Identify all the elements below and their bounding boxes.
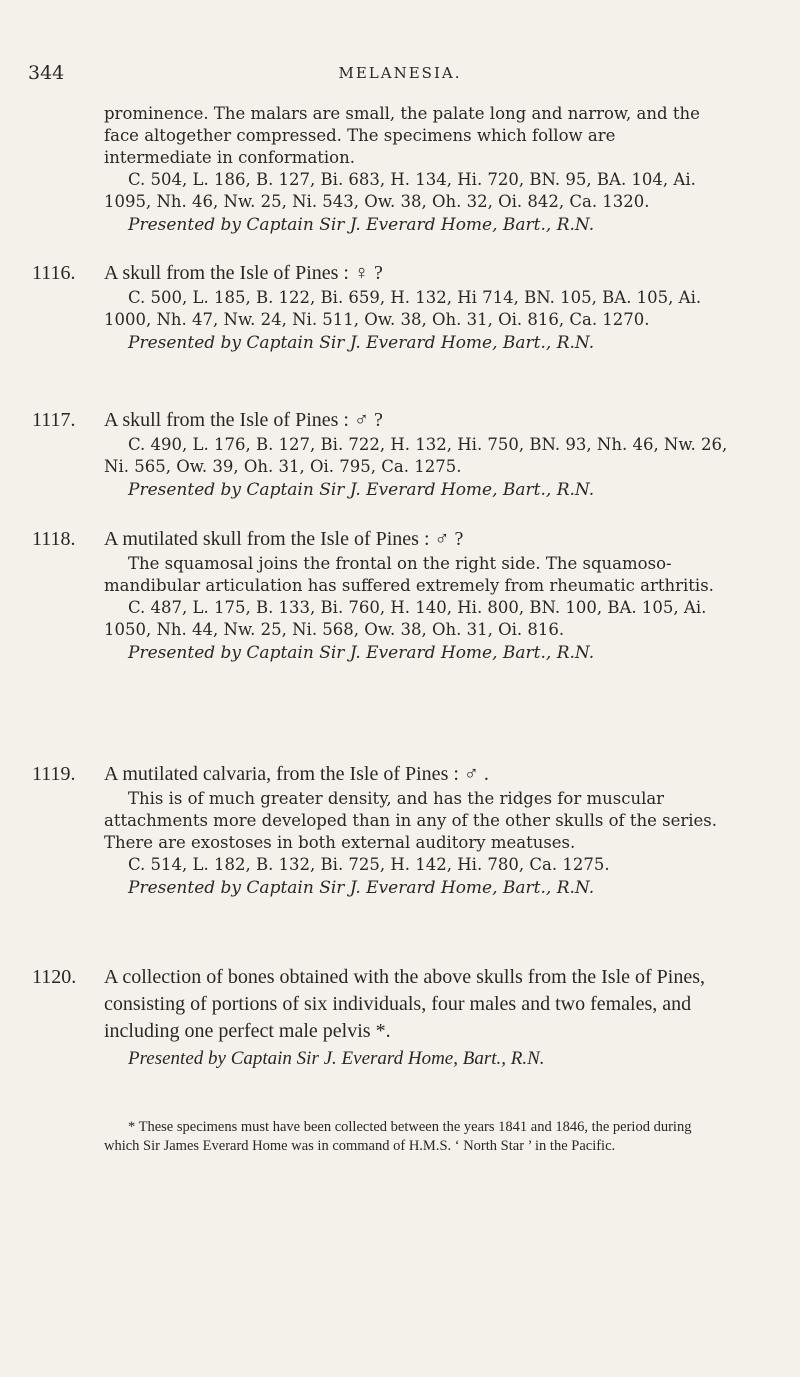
entry-presented: Presented by Captain Sir J. Everard Home, Bart., R.N. <box>128 878 595 898</box>
intro-block <box>104 103 728 237</box>
entry-measurements: C. 487, L. 175, B. 133, Bi. 760, H. 140, Hi. 800, BN. 100, BA. 105, Ai. 1050, Nh. 44, Nw. 25, Ni. 568, Ow. 38, Oh. 31, Oi. 816. <box>104 598 707 639</box>
entry-measurements: C. 500, L. 185, B. 122, Bi. 659, H. 132, Hi 714, BN. 105, BA. 105, Ai. 1000, Nh. 47, Nw. 24, Ni. 511, Ow. 38, Oh. 31, Oi. 816, Ca. 1270. <box>104 288 702 329</box>
entry-description: The squamosal joins the frontal on the right side. The squamoso-mandibular articulation has suffered extremely from rheumatic arthritis. <box>104 554 714 595</box>
entry-presented: Presented by Captain Sir J. Everard Home, Bart., R.N. <box>128 643 595 663</box>
entry-1120 <box>32 964 728 1072</box>
intro-presented: Presented by Captain Sir J. Everard Home, Bart., R.N. <box>128 215 595 235</box>
entry-title: A skull from the Isle of Pines : ♀ ? <box>104 262 383 284</box>
entry-1116 <box>32 260 728 355</box>
entry-title: A mutilated skull from the Isle of Pines : ♂ ? <box>104 528 464 550</box>
intro-measurements: C. 504, L. 186, B. 127, Bi. 683, H. 134, Hi. 720, BN. 95, BA. 104, Ai. 1095, Nh. 46, Nw. 25, Ni. 543, Ow. 38, Oh. 32, Oi. 842, Ca. 1320. <box>104 170 696 211</box>
entry-title: A skull from the Isle of Pines : ♂ ? <box>104 409 383 431</box>
entry-1119 <box>32 761 728 900</box>
running-title: MELANESIA. <box>338 64 462 82</box>
entry-presented: Presented by Captain Sir J. Everard Home, Bart., R.N. <box>128 480 595 500</box>
entry-title: A collection of bones obtained with the above skulls from the Isle of Pines, consisting of portions of six individuals, four males and two females, and including one perfect male pelvis *. <box>104 966 705 1042</box>
entry-presented: Presented by Captain Sir J. Everard Home, Bart., R.N. <box>128 333 595 353</box>
entry-1118 <box>32 526 728 665</box>
entry-title: A mutilated calvaria, from the Isle of Pines : ♂ . <box>104 763 489 785</box>
entry-1117 <box>32 407 728 502</box>
page-number: 344 <box>28 62 65 84</box>
entry-number: 1118. <box>32 528 76 550</box>
entry-description: This is of much greater density, and has the ridges for muscular attachments more developed than in any of the other skulls of the series. There are exostoses in both external auditory meatuses. <box>104 789 717 852</box>
entry-number: 1120. <box>32 966 77 988</box>
entry-number: 1116. <box>32 262 76 284</box>
entry-number: 1117. <box>32 409 76 431</box>
entry-measurements: C. 514, L. 182, B. 132, Bi. 725, H. 142, Hi. 780, Ca. 1275. <box>128 855 610 874</box>
intro-text: prominence. The malars are small, the palate long and narrow, and the face altogether compressed. The specimens which follow are intermediate in conformation. <box>104 104 700 167</box>
entry-measurements: C. 490, L. 176, B. 127, Bi. 722, H. 132, Hi. 750, BN. 93, Nh. 46, Nw. 26, Ni. 565, Ow. 39, Oh. 31, Oi. 795, Ca. 1275. <box>104 435 728 476</box>
footnote <box>104 1118 728 1156</box>
entry-number: 1119. <box>32 763 76 785</box>
footnote-text: * These specimens must have been collected between the years 1841 and 1846, the period during which Sir James Everard Home was in command of H.M.S. ‘ North Star ’ in the Pacific. <box>104 1119 692 1154</box>
entry-presented: Presented by Captain Sir J. Everard Home, Bart., R.N. <box>128 1048 545 1069</box>
